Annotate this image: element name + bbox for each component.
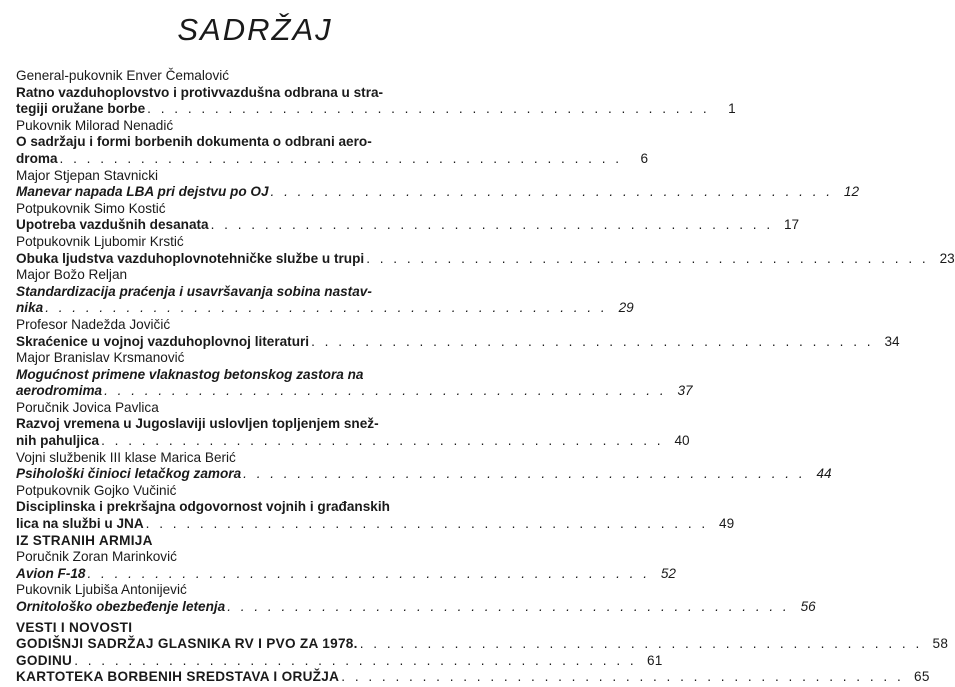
dot-leader: . . . . . . . . . . . . . . . . . . . . . . . . . . . . . . . . . . . . . . . . . . <box>359 636 923 652</box>
entry-author: Pukovnik Ljubiša Antonijević <box>16 582 187 598</box>
entry-title: Upotreba vazdušnih desanata <box>16 217 209 233</box>
toc-entry <box>16 316 900 350</box>
dot-leader: . . . . . . . . . . . . . . . . . . . . . . . . . . . . . . . . . . . . . . . . . . <box>311 333 874 349</box>
page-number: 56 <box>800 599 816 614</box>
entry-title: Disciplinska i prekršajna odgovornost vojnih i građanskih <box>16 499 390 515</box>
dot-leader: . . . . . . . . . . . . . . . . . . . . . . . . . . . . . . . . . . . . . . . . . . <box>45 300 608 316</box>
page-number: 44 <box>816 466 832 482</box>
entry-author: Potpukovnik Simo Kostić <box>16 200 166 216</box>
entry-author: Pukovnik Milorad Nenadić <box>16 117 174 133</box>
entry-author: Poručnik Jovica Pavlica <box>16 399 159 415</box>
toc-title-line <box>16 85 470 102</box>
entry-title: Mogućnost primene vlaknastog betonskog zastora na <box>16 366 364 382</box>
page-number: 23 <box>939 250 955 266</box>
dot-leader: . . . . . . . . . . . . . . . . . . . . . . . . . . . . . . . . . . . . . . . . . . <box>227 599 790 614</box>
page-number: 65 <box>914 669 930 685</box>
entry-title: Ratno vazduhoplovstvo i protivvazdušna odbrana u stra- <box>16 84 384 100</box>
toc-entry <box>16 549 676 582</box>
entry-author: Major Branislav Krsmanović <box>16 350 185 366</box>
toc-title-line <box>16 599 816 616</box>
table-of-contents <box>16 68 955 686</box>
section-heading: IZ STRANIH ARMIJA <box>16 532 153 548</box>
entry-author: Major Božo Reljan <box>16 267 128 283</box>
entry-title: KARTOTEKA BORBENIH SREDSTAVA I ORUŽJA <box>16 669 340 685</box>
toc-title-line <box>16 300 634 317</box>
page-number: 12 <box>843 184 860 200</box>
toc-title-line <box>16 565 676 583</box>
dot-leader: . . . . . . . . . . . . . . . . . . . . . . . . . . . . . . . . . . . . . . . . . . <box>210 217 774 233</box>
dot-leader: . . . . . . . . . . . . . . . . . . . . . . . . . . . . . . . . . . . . . . . . . . <box>243 466 806 482</box>
page-number: 40 <box>674 433 690 449</box>
entry-author: Major Stjepan Stavnicki <box>16 167 159 183</box>
page-number: 52 <box>660 565 676 581</box>
page-number: 37 <box>677 383 693 399</box>
dot-leader: . . . . . . . . . . . . . . . . . . . . . . . . . . . . . . . . . . . . . . . . . . <box>366 250 929 266</box>
page-number: 29 <box>618 300 634 316</box>
dot-leader: . . . . . . . . . . . . . . . . . . . . . . . . . . . . . . . . . . . . . . . . . . <box>270 184 834 200</box>
page-number: 61 <box>646 652 663 668</box>
entry-title: nika <box>16 300 44 316</box>
entry-author: Profesor Nadežda Jovičić <box>16 316 171 332</box>
toc-title-line <box>16 184 860 201</box>
entry-title: nih pahuljica <box>16 433 100 449</box>
entry-title: GODINU <box>16 652 73 668</box>
toc-title-line <box>16 516 735 533</box>
entry-author: General-pukovnik Enver Čemalović <box>16 68 230 83</box>
toc-title-line <box>16 250 955 268</box>
toc-entry <box>16 68 736 118</box>
toc-entry <box>16 267 634 317</box>
entry-title: Psihološki činioci letačkog zamora <box>16 466 242 482</box>
dot-leader: . . . . . . . . . . . . . . . . . . . . . . . . . . . . . . . . . . . . . . . . . . <box>101 433 664 449</box>
entry-title: VESTI I NOVOSTI <box>16 619 133 635</box>
toc-title-line <box>16 383 693 400</box>
entry-title: aerodromima <box>16 383 103 399</box>
toc-title-line <box>16 333 900 351</box>
toc-entry <box>16 167 860 201</box>
entry-title: lica na službi u JNA <box>16 516 144 532</box>
entry-title: tegiji oružane borbe <box>16 101 146 117</box>
toc-entry <box>16 582 816 615</box>
entry-title: Skraćenice u vojnoj vazduhoplovnoj literaturi <box>16 333 310 349</box>
toc-entry <box>16 399 690 450</box>
page-number: 49 <box>719 516 735 532</box>
toc-title-line <box>16 636 949 653</box>
entry-title: Razvoj vremena u Jugoslaviji uslovljen topljenjem snež- <box>16 416 379 432</box>
toc-title-line <box>16 416 470 433</box>
dot-leader: . . . . . . . . . . . . . . . . . . . . . . . . . . . . . . . . . . . . . . . . . . <box>104 383 667 399</box>
entry-title: GODIŠNJI SADRŽAJ GLASNIKA RV I PVO ZA 1978. <box>16 636 358 652</box>
page-number: 58 <box>932 636 949 652</box>
page-number: 17 <box>783 217 800 233</box>
toc-title-line <box>16 150 649 168</box>
dot-leader: . . . . . . . . . . . . . . . . . . . . . . . . . . . . . . . . . . . . . . . . . . <box>59 150 623 166</box>
toc-title-line <box>16 367 470 384</box>
toc-title-line <box>16 466 832 483</box>
entry-title: Standardizacija praćenja i usavršavanja sobina nastav- <box>16 283 372 299</box>
entry-title: Avion F-18 <box>16 565 86 581</box>
entry-author: Potpukovnik Ljubomir Krstić <box>16 233 184 249</box>
toc-title-line <box>16 620 470 637</box>
toc-title-line <box>16 134 470 151</box>
page-title: SADRŽAJ <box>177 12 333 47</box>
toc-title-line <box>16 499 470 516</box>
page-number: 1 <box>728 101 736 117</box>
toc-title-line <box>16 652 663 670</box>
toc-title-line <box>16 284 470 301</box>
entry-title: Ornitološko obezbeđenje letenja <box>16 599 226 614</box>
toc-title-line <box>16 101 736 118</box>
entry-title: Obuka ljudstva vazduhoplovnotehničke službe u trupi <box>16 250 365 266</box>
page-number: 6 <box>640 150 649 166</box>
entry-author: Vojni službenik III klase Marica Berić <box>16 449 236 465</box>
entry-title: droma <box>16 150 58 166</box>
dot-leader: . . . . . . . . . . . . . . . . . . . . . . . . . . . . . . . . . . . . . . . . . . <box>74 652 637 668</box>
toc-entry <box>16 117 649 168</box>
entry-author: Potpukovnik Gojko Vučinić <box>16 482 177 498</box>
toc-entry <box>16 200 800 234</box>
toc-entry <box>16 233 955 267</box>
toc-entry <box>16 482 735 533</box>
toc-title-line <box>16 217 800 234</box>
page-number: 34 <box>884 333 900 349</box>
toc-title-line <box>16 669 930 686</box>
dot-leader: . . . . . . . . . . . . . . . . . . . . . . . . . . . . . . . . . . . . . . . . . . <box>341 669 904 685</box>
toc-title-line <box>16 433 690 450</box>
entry-title: Manevar napada LBA pri dejstvu po OJ <box>16 184 269 200</box>
toc-entry <box>16 350 693 400</box>
dot-leader: . . . . . . . . . . . . . . . . . . . . . . . . . . . . . . . . . . . . . . . . . . <box>145 516 709 532</box>
entry-title: O sadržaju i formi borbenih dokumenta o odbrani aero- <box>16 134 372 150</box>
dot-leader: . . . . . . . . . . . . . . . . . . . . . . . . . . . . . . . . . . . . . . . . . . <box>87 565 650 581</box>
entry-author: Poručnik Zoran Marinković <box>16 549 177 565</box>
toc-entry <box>16 449 832 483</box>
dot-leader: . . . . . . . . . . . . . . . . . . . . . . . . . . . . . . . . . . . . . . . . . . <box>147 101 710 117</box>
